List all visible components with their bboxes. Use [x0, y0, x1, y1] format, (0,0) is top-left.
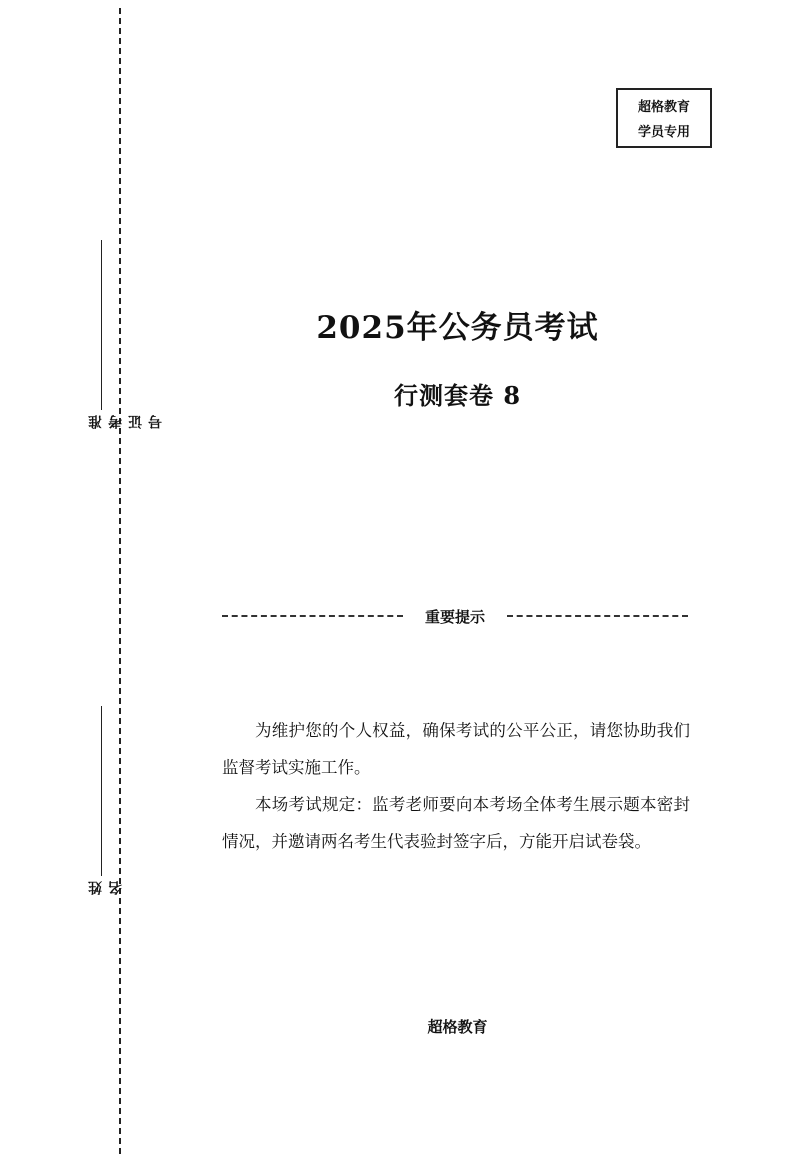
binding-seal-line — [119, 8, 121, 1154]
divider — [507, 615, 688, 617]
stamp-line-1: 超格教育 — [637, 100, 690, 115]
student-use-stamp — [616, 88, 712, 148]
stamp-line-2: 学员专用 — [637, 125, 690, 140]
admission-number-blank — [101, 240, 102, 410]
notice-heading-label: 重要提示 — [425, 607, 486, 626]
divider — [222, 615, 403, 617]
notice-heading — [222, 604, 688, 628]
notice-paragraph-1: 为维护您的个人权益，确保考试的公平公正，请您协助我们监督考试实施工作。 — [222, 721, 690, 777]
admission-number-label: 准考证号 — [88, 414, 164, 429]
page-title: 2025年公务员考试 — [316, 310, 599, 346]
name-blank — [101, 706, 102, 876]
notice-body — [222, 712, 690, 860]
page-subtitle: 行测套卷 8 — [393, 381, 522, 410]
name-label: 姓名 — [88, 880, 124, 895]
notice-paragraph-2: 本场考试规定：监考老师要向本考场全体考生展示题本密封情况，并邀请两名考生代表验封签字后，方能开启试卷袋。 — [222, 795, 690, 851]
publisher-footer: 超格教育 — [427, 1018, 488, 1036]
